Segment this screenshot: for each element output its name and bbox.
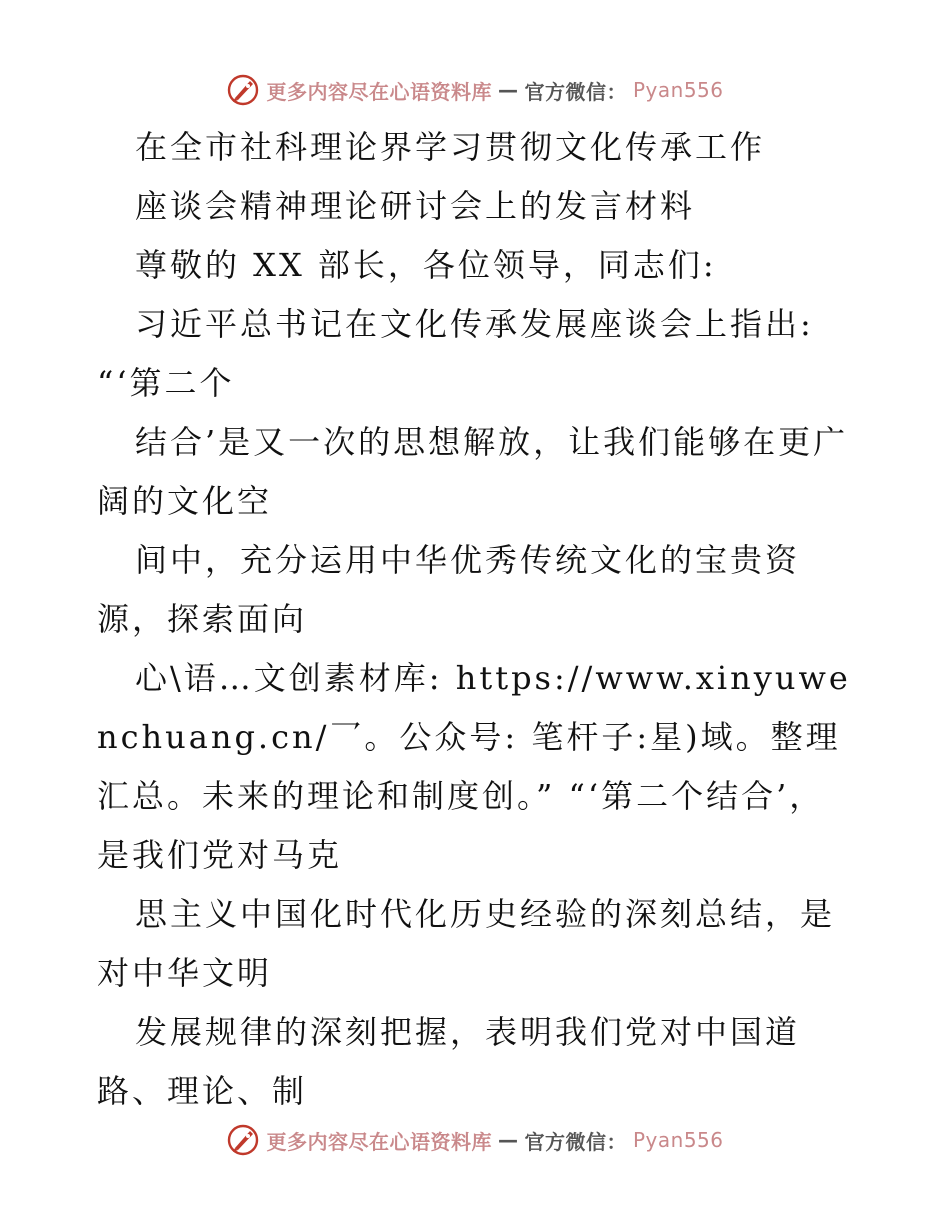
watermark-footer <box>0 1118 950 1162</box>
watermark-main-text: 更多内容尽在心语资料库 <box>266 1129 492 1154</box>
watermark-group <box>226 1123 723 1157</box>
body-paragraph: 发展规律的深刻把握，表明我们党对中国道路、理论、制 <box>97 1013 801 1110</box>
watermark-header <box>0 68 950 112</box>
watermark-group <box>226 73 723 107</box>
watermark-wechat-id: Pyan556 <box>632 78 724 102</box>
watermark-wechat-label: 官方微信： <box>524 1129 627 1154</box>
watermark-separator: — <box>497 1128 519 1152</box>
body-paragraph: 结合’是又一次的思想解放，让我们能够在更广阔的文化空 <box>97 423 849 520</box>
document-body <box>97 118 857 1121</box>
document-title-line-1: 在全市社科理论界学习贯彻文化传承工作 <box>135 128 766 166</box>
document-title-line-2: 座谈会精神理论研讨会上的发言材料 <box>135 187 696 225</box>
watermark-wechat-id: Pyan556 <box>632 1128 724 1152</box>
salutation: 尊敬的 XX 部长，各位领导，同志们: <box>135 246 717 284</box>
watermark-separator: — <box>497 78 519 102</box>
body-paragraph: 思主义中国化时代化历史经验的深刻总结，是对中华文明 <box>97 895 836 992</box>
watermark-wechat-label: 官方微信： <box>524 79 627 104</box>
quill-pen-logo-icon <box>226 73 260 107</box>
body-paragraph: 心\语…文创素材库: https://www.xinyuwenchuang.cn/乛。公众号: 笔杆子:星)域。整理汇总。未来的理论和制度创。” “‘第二个结合’，是我们党对马克 <box>97 659 851 874</box>
body-paragraph: 间中，充分运用中华优秀传统文化的宝贵资源，探索面向 <box>97 541 801 638</box>
quill-pen-logo-icon <box>226 1123 260 1157</box>
body-paragraph: 习近平总书记在文化传承发展座谈会上指出: “‘第二个 <box>97 305 827 402</box>
watermark-main-text: 更多内容尽在心语资料库 <box>266 79 492 104</box>
